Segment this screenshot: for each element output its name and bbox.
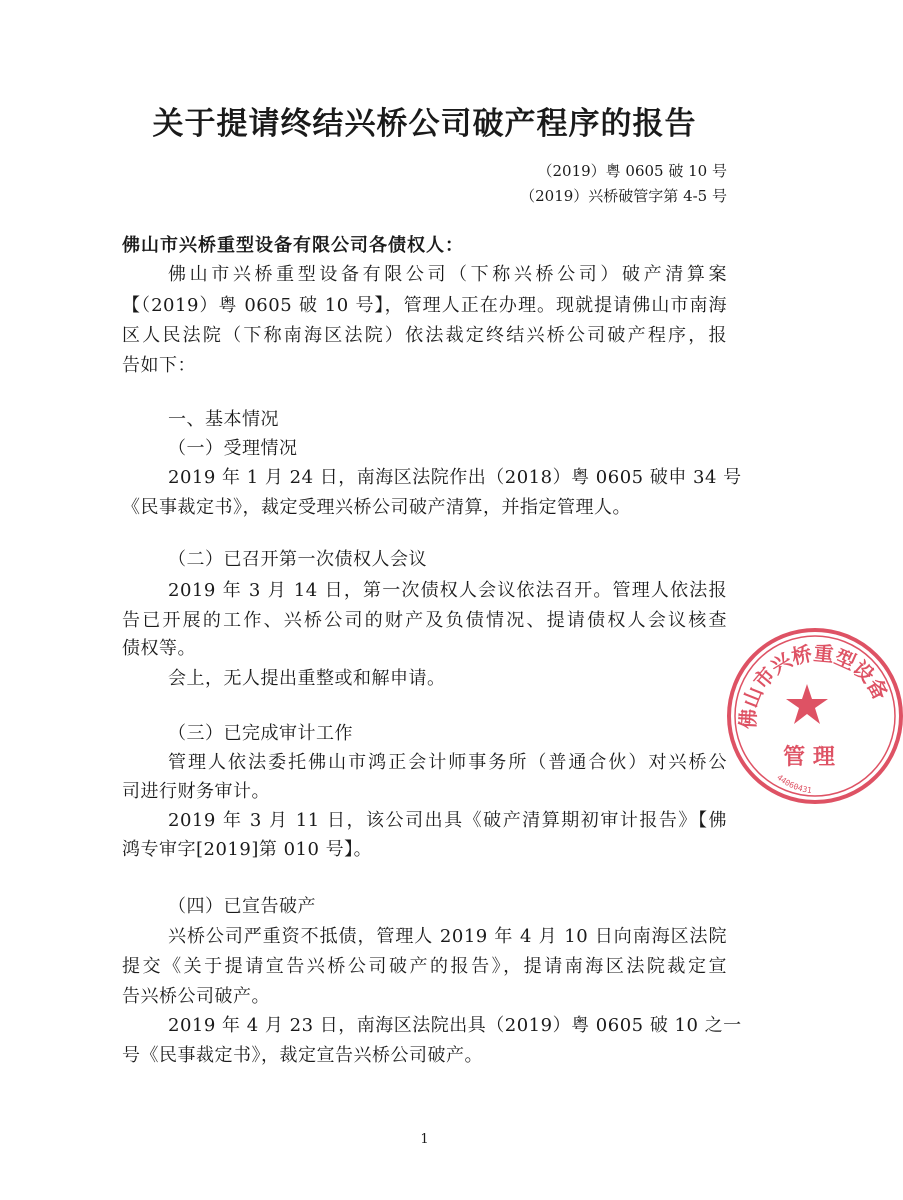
paragraph-line: 会上，无人提出重整或和解申请。 <box>168 668 446 689</box>
intro-line: 【（2019）粤 0605 破 10 号】，管理人正在办理。现就提请佛山市南海 <box>122 295 727 316</box>
paragraph-line: 号《民事裁定书》，裁定宣告兴桥公司破产。 <box>122 1045 483 1066</box>
paragraph-line: 《民事裁定书》，裁定受理兴桥公司破产清算，并指定管理人。 <box>122 497 631 518</box>
paragraph-line: 2019 年 3 月 11 日，该公司出具《破产清算期初审计报告》【佛 <box>168 810 727 831</box>
seal-ring-text: 佛山市兴桥重型设备 <box>735 640 893 730</box>
page-number: 1 <box>420 1132 429 1147</box>
paragraph-line: 债权等。 <box>122 638 196 659</box>
intro-line: 佛山市兴桥重型设备有限公司（下称兴桥公司）破产清算案 <box>168 264 727 285</box>
subsection-heading: （一）受理情况 <box>168 438 298 459</box>
subsection-heading: （三）已完成审计工作 <box>168 723 353 744</box>
paragraph-line: 司进行财务审计。 <box>122 781 270 802</box>
official-seal <box>727 628 903 804</box>
intro-line: 区人民法院（下称南海区法院）依法裁定终结兴桥公司破产程序，报 <box>122 325 727 346</box>
paragraph-line: 提交《关于提请宣告兴桥公司破产的报告》，提请南海区法院裁定宣 <box>122 956 727 977</box>
subsection-heading: （二）已召开第一次债权人会议 <box>168 549 427 570</box>
document-title: 关于提请终结兴桥公司破产程序的报告 <box>152 106 697 142</box>
seal-star-icon <box>786 684 828 724</box>
paragraph-line: 兴桥公司严重资不抵债，管理人 2019 年 4 月 10 日向南海区法院 <box>168 926 727 947</box>
paragraph-line: 2019 年 1 月 24 日，南海区法院作出（2018）粤 0605 破申 34 号 <box>168 467 742 488</box>
seal-graphic <box>727 628 903 804</box>
subsection-heading: （四）已宣告破产 <box>168 896 316 917</box>
intro-line: 告如下： <box>122 355 196 376</box>
addressee: 佛山市兴桥重型设备有限公司各债权人： <box>122 235 464 256</box>
paragraph-line: 鸿专审字[2019]第 010 号】。 <box>122 839 373 860</box>
seal-code: 44060431 <box>775 772 813 796</box>
manager-document-number: （2019）兴桥破管字第 4-5 号 <box>520 187 727 205</box>
case-number: （2019）粤 0605 破 10 号 <box>537 162 727 180</box>
paragraph-line: 2019 年 4 月 23 日，南海区法院出具（2019）粤 0605 破 10 之一 <box>168 1015 742 1036</box>
paragraph-line: 告兴桥公司破产。 <box>122 986 270 1007</box>
seal-center-text: 管 理 <box>783 745 835 770</box>
paragraph-line: 管理人依法委托佛山市鸿正会计师事务所（普通合伙）对兴桥公 <box>168 752 727 773</box>
paragraph-line: 告已开展的工作、兴桥公司的财产及负债情况、提请债权人会议核查 <box>122 610 727 631</box>
section-heading: 一、基本情况 <box>168 409 279 430</box>
paragraph-line: 2019 年 3 月 14 日，第一次债权人会议依法召开。管理人依法报 <box>168 580 727 601</box>
